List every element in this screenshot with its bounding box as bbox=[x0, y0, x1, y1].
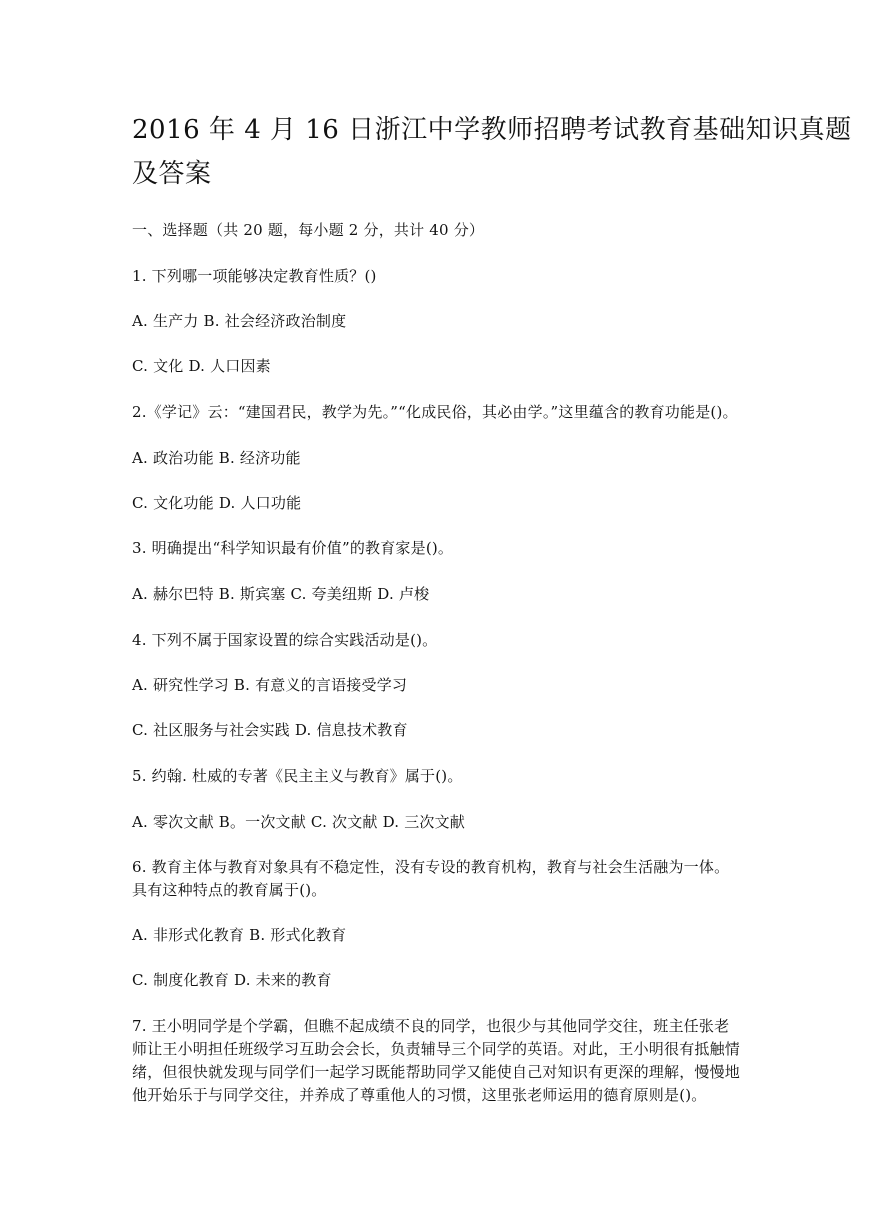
question-2-options-ab: A. 政治功能 B. 经济功能 bbox=[132, 449, 301, 467]
question-6-options-cd: C. 制度化教育 D. 未来的教育 bbox=[132, 971, 332, 989]
question-7-line-2: 师让王小明担任班级学习互助会会长，负责辅导三个同学的英语。对此，王小明很有抵触情 bbox=[132, 1040, 741, 1058]
question-7-line-4: 他开始乐于与同学交往，并养成了尊重他人的习惯，这里张老师运用的德育原则是()。 bbox=[132, 1086, 707, 1104]
question-5-options: A. 零次文献 B。一次文献 C. 次文献 D. 三次文献 bbox=[132, 813, 466, 831]
document-title-line-1: 2016 年 4 月 16 日浙江中学教师招聘考试教育基础知识真题 bbox=[132, 115, 852, 145]
question-1: 1. 下列哪一项能够决定教育性质？() bbox=[132, 267, 377, 285]
question-6-line-1: 6. 教育主体与教育对象具有不稳定性，没有专设的教育机构，教育与社会生活融为一体。 bbox=[132, 858, 730, 876]
question-4: 4. 下列不属于国家设置的综合实践活动是()。 bbox=[132, 631, 438, 649]
document-title-line-2: 及答案 bbox=[132, 159, 212, 189]
question-3-options: A. 赫尔巴特 B. 斯宾塞 C. 夸美纽斯 D. 卢梭 bbox=[132, 585, 430, 603]
question-2-options-cd: C. 文化功能 D. 人口功能 bbox=[132, 494, 302, 512]
question-7-line-3: 绪，但很快就发现与同学们一起学习既能帮助同学又能使自己对知识有更深的理解，慢慢地 bbox=[132, 1063, 741, 1081]
question-6-line-2: 具有这种特点的教育属于()。 bbox=[132, 881, 327, 899]
question-1-options-ab: A. 生产力 B. 社会经济政治制度 bbox=[132, 312, 347, 330]
question-4-options-ab: A. 研究性学习 B. 有意义的言语接受学习 bbox=[132, 676, 408, 694]
question-1-options-cd: C. 文化 D. 人口因素 bbox=[132, 357, 271, 375]
question-4-options-cd: C. 社区服务与社会实践 D. 信息技术教育 bbox=[132, 721, 408, 739]
question-7-line-1: 7. 王小明同学是个学霸，但瞧不起成绩不良的同学，也很少与其他同学交往，班主任张老 bbox=[132, 1017, 730, 1035]
question-6-options-ab: A. 非形式化教育 B. 形式化教育 bbox=[132, 926, 347, 944]
question-2: 2.《学记》云：“建国君民，教学为先。”“化成民俗，其必由学。”这里蕴含的教育功能是()。 bbox=[132, 403, 738, 421]
question-5: 5. 约翰. 杜威的专著《民主主义与教育》属于()。 bbox=[132, 767, 463, 785]
section-heading: 一、选择题（共 20 题，每小题 2 分，共计 40 分） bbox=[132, 221, 485, 239]
question-3: 3. 明确提出“科学知识最有价值”的教育家是()。 bbox=[132, 539, 454, 557]
